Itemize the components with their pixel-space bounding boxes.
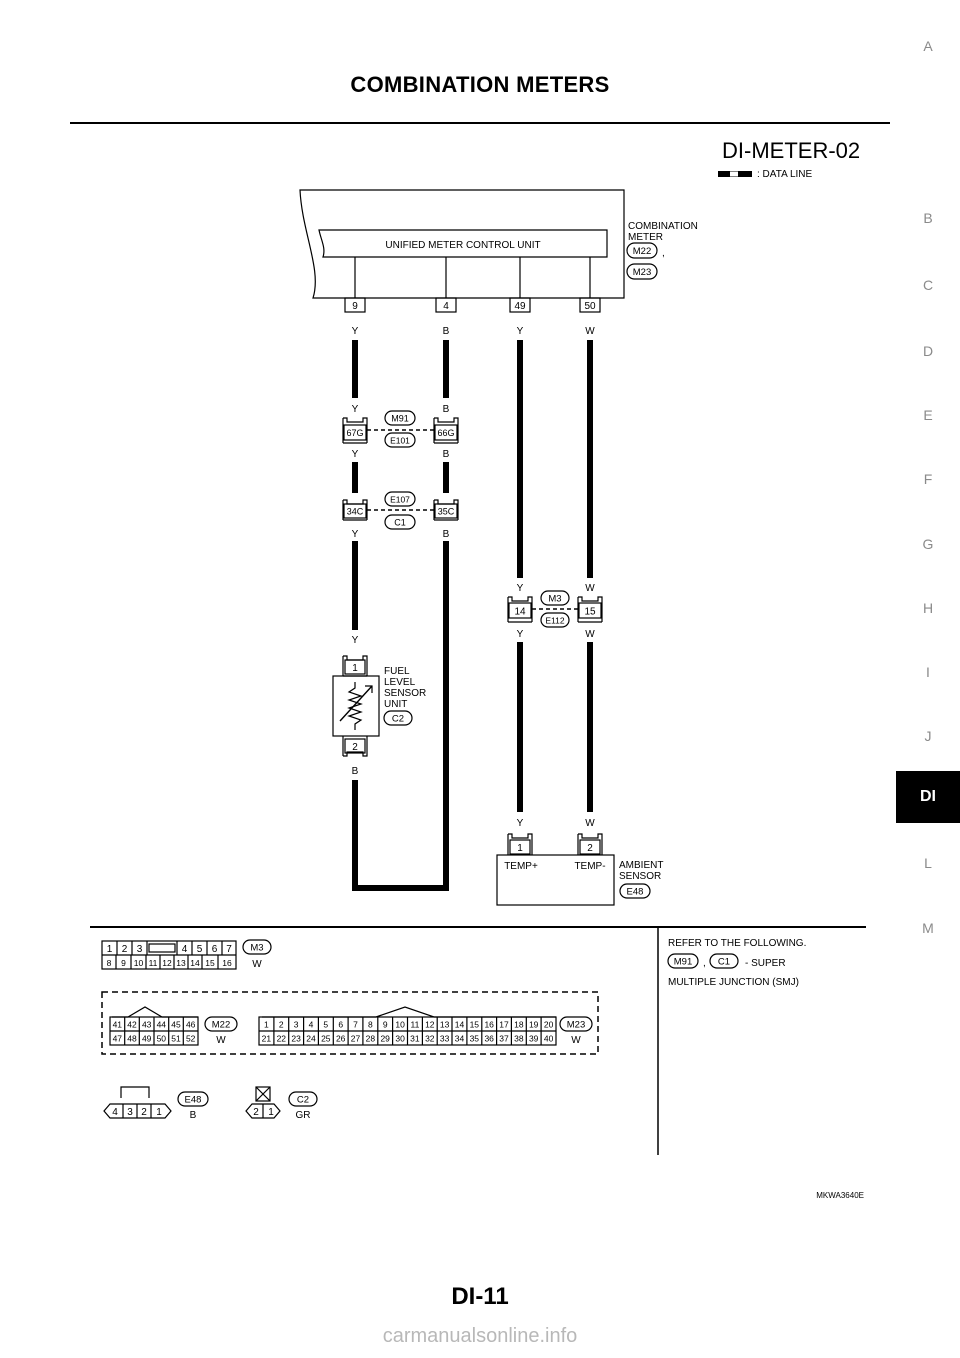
side-index-i[interactable]: I — [926, 664, 930, 680]
m23-pin: 40 — [543, 1033, 554, 1044]
meter-pin-49-label: 49 — [514, 301, 526, 312]
side-index-l[interactable]: L — [924, 855, 932, 871]
side-index-e[interactable]: E — [923, 407, 933, 423]
wire-color-label: W — [585, 818, 595, 829]
m23-pin: 34 — [454, 1033, 465, 1044]
wire-color-label: Y — [351, 529, 359, 540]
meter-pin-4-label: 4 — [443, 301, 449, 312]
m22-pin: 49 — [141, 1033, 152, 1044]
lock-tab-icon — [149, 944, 175, 952]
m22-pin: 44 — [156, 1019, 167, 1030]
data-line-legend-label: : DATA LINE — [757, 169, 813, 180]
m23-pin: 39 — [528, 1033, 539, 1044]
m23-pin: 32 — [425, 1033, 435, 1044]
side-index-a[interactable]: A — [923, 38, 933, 54]
m23-pin: 31 — [410, 1033, 420, 1044]
combination-meter-label-1: COMBINATION — [628, 221, 698, 232]
m3-pin: 9 — [121, 958, 126, 968]
c2-pin: 1 — [268, 1107, 274, 1118]
m23-pin: 10 — [395, 1019, 405, 1030]
m22-pin: 46 — [185, 1019, 196, 1030]
m22-pin: 45 — [171, 1019, 181, 1030]
connector-tag-m3-label: M3 — [548, 593, 562, 605]
diagram-code: DI-METER-02 — [722, 138, 861, 163]
connector-tag-c2-label: C2 — [391, 713, 405, 725]
connector-tag-m91-label: M91 — [391, 413, 409, 424]
m23-pin: 14 — [454, 1019, 465, 1030]
fuel-sensor-pin-1-label: 1 — [352, 663, 358, 674]
reference-line-1: REFER TO THE FOLLOWING. — [668, 938, 807, 949]
meter-pin-50-label: 50 — [584, 301, 596, 312]
connector-face-c2-color: GR — [295, 1110, 311, 1121]
connector-tag-e101-label: E101 — [390, 435, 410, 446]
wire-color-label: Y — [516, 629, 524, 640]
fuel-sensor-label-3: SENSOR — [384, 688, 427, 699]
m22-pin: 43 — [141, 1019, 152, 1030]
combination-meter-label-2: METER — [628, 232, 663, 243]
m23-pin: 16 — [484, 1019, 494, 1030]
data-line-legend-icon — [718, 172, 752, 177]
m3-pin: 14 — [190, 958, 200, 968]
m23-pin: 4 — [308, 1019, 314, 1030]
ambient-sensor-label-1: AMBIENT — [619, 860, 664, 871]
m22-pin: 51 — [171, 1033, 181, 1044]
m23-pin: 37 — [499, 1033, 509, 1044]
junction-3-right-pin-label: 15 — [584, 606, 596, 618]
connector-face-m22-color: W — [216, 1035, 226, 1046]
m3-pin: 1 — [106, 944, 113, 955]
m23-pin: 12 — [425, 1019, 435, 1030]
fuel-sensor-pin-2-label: 2 — [352, 742, 358, 753]
m23-pin: 25 — [321, 1033, 331, 1044]
connector-tag-e48-label: E48 — [626, 886, 644, 898]
m3-pin: 4 — [181, 944, 188, 955]
meter-pin-9-label: 9 — [352, 301, 358, 312]
m3-pin: 6 — [211, 944, 218, 955]
connector-tag-m23-label: M23 — [632, 267, 652, 278]
junction-1-left-pin-label: 67G — [346, 428, 364, 438]
m3-pin: 12 — [162, 958, 172, 968]
wire-color-label: W — [585, 583, 595, 594]
connector-face-c2-tag-label: C2 — [296, 1094, 310, 1106]
figure-code: MKWA3640E — [816, 1191, 864, 1200]
connector-tag-m22-label: M22 — [632, 246, 652, 257]
side-index-di-active[interactable]: DI — [896, 771, 960, 823]
reference-line-2: - SUPER — [745, 958, 786, 969]
connector-face-m3-color: W — [252, 959, 262, 970]
connector-separator: , — [662, 248, 665, 259]
m23-pin: 38 — [514, 1033, 524, 1044]
variable-resistor-icon — [340, 682, 372, 730]
side-index-g[interactable]: G — [922, 536, 934, 552]
wire-color-label: Y — [351, 404, 359, 415]
connector-face-e48-color: B — [189, 1110, 197, 1121]
m3-pin: 13 — [176, 958, 186, 968]
m22-pin: 42 — [127, 1019, 137, 1030]
connector-face-m23-color: W — [571, 1035, 581, 1046]
connector-tag-c1-label: C1 — [394, 517, 406, 528]
m23-pin: 29 — [380, 1033, 390, 1044]
m22-pin: 52 — [185, 1033, 196, 1044]
fuel-sensor-label-2: LEVEL — [384, 677, 416, 688]
unified-meter-control-unit-label: UNIFIED METER CONTROL UNIT — [385, 240, 541, 251]
wire-color-label: W — [585, 326, 595, 337]
m23-pin: 18 — [514, 1019, 524, 1030]
wire-color-label: Y — [351, 635, 359, 646]
page-number: DI-11 — [451, 1283, 509, 1310]
connector-face-m23-tag-label: M23 — [566, 1019, 586, 1031]
m22-pin: 41 — [112, 1019, 123, 1030]
junction-2-left-pin-label: 34C — [346, 506, 364, 517]
m23-pin: 7 — [353, 1019, 358, 1030]
ambient-sensor-label-2: SENSOR — [619, 871, 662, 882]
side-index-b[interactable]: B — [923, 210, 933, 226]
side-index-h[interactable]: H — [922, 600, 934, 616]
m23-pin: 28 — [365, 1033, 376, 1044]
m23-pin: 8 — [368, 1019, 373, 1030]
m23-pin: 5 — [323, 1019, 329, 1030]
m23-pin: 15 — [469, 1019, 480, 1030]
wire-color-label: Y — [516, 583, 524, 594]
junction-3-left-pin-label: 14 — [514, 606, 526, 618]
m3-pin: 3 — [136, 944, 143, 955]
side-index-f[interactable]: F — [923, 471, 933, 487]
junction-1-right-pin-label: 66G — [437, 428, 455, 438]
e48-pin: 1 — [156, 1107, 162, 1118]
m22-pin: 47 — [112, 1033, 123, 1044]
side-index-d[interactable]: D — [922, 343, 934, 359]
m3-pin: 16 — [222, 958, 232, 968]
side-index-j[interactable]: J — [924, 728, 932, 744]
connector-face-c2 — [246, 1087, 280, 1118]
e48-pin: 2 — [141, 1107, 147, 1118]
m22-pin: 48 — [127, 1033, 137, 1044]
m23-pin: 36 — [484, 1033, 494, 1044]
ambient-pin-1-label: 1 — [517, 843, 523, 854]
page-title: COMBINATION METERS — [350, 72, 610, 97]
reference-tag-m91-label: M91 — [673, 956, 693, 968]
c2-pin: 2 — [253, 1107, 259, 1118]
e48-pin: 3 — [127, 1107, 133, 1118]
m23-pin: 1 — [264, 1019, 269, 1030]
m3-pin: 8 — [106, 958, 112, 968]
wire-color-label: B — [442, 326, 450, 337]
reference-line-3: MULTIPLE JUNCTION (SMJ) — [668, 977, 799, 988]
reference-tag-c1-label: C1 — [717, 956, 731, 968]
connector-tag-e112-label: E112 — [545, 615, 565, 626]
fuel-sensor-label-4: UNIT — [384, 699, 408, 710]
wire-color-label: B — [442, 404, 450, 415]
wire-color-label: Y — [516, 326, 524, 337]
side-index-c[interactable]: C — [922, 277, 934, 293]
m23-pin: 20 — [543, 1019, 554, 1030]
fuel-sensor-label-1: FUEL — [384, 666, 410, 677]
m23-pin: 6 — [338, 1019, 344, 1030]
m3-pin: 10 — [133, 958, 144, 968]
side-index-m[interactable]: M — [922, 920, 934, 936]
wire-color-label: Y — [351, 326, 359, 337]
m23-pin: 30 — [395, 1033, 405, 1044]
temp-plus-label: TEMP+ — [504, 861, 538, 872]
m23-pin: 2 — [278, 1019, 284, 1030]
m3-pin: 5 — [196, 944, 203, 955]
m23-pin: 35 — [469, 1033, 480, 1044]
m23-pin: 11 — [410, 1019, 420, 1030]
ambient-pin-2-label: 2 — [587, 843, 593, 854]
m23-pin: 22 — [276, 1033, 287, 1044]
wire-color-label: B — [442, 449, 450, 460]
reference-comma: , — [703, 958, 706, 969]
wire-color-label: B — [442, 529, 450, 540]
m3-pin: 11 — [148, 958, 158, 968]
m23-pin: 17 — [499, 1019, 509, 1030]
connector-face-m3-tag-label: M3 — [250, 942, 264, 954]
m23-pin: 21 — [261, 1033, 272, 1044]
junction-2-right-pin-label: 35C — [437, 506, 455, 517]
connector-face-m22 — [110, 1007, 198, 1045]
m23-pin: 27 — [350, 1033, 361, 1044]
m23-pin: 23 — [291, 1033, 301, 1044]
connector-tag-e107-label: E107 — [390, 494, 410, 505]
m23-pin: 3 — [293, 1019, 299, 1030]
m3-pin: 15 — [205, 958, 215, 968]
m23-pin: 13 — [439, 1019, 450, 1030]
watermark[interactable]: carmanualsonline.info — [382, 1325, 578, 1347]
wire-color-label: W — [585, 629, 595, 640]
m23-pin: 26 — [335, 1033, 346, 1044]
e48-pin: 4 — [112, 1107, 118, 1118]
m23-pin: 24 — [306, 1033, 316, 1044]
wire-color-label: Y — [516, 818, 524, 829]
m23-pin: 9 — [382, 1019, 388, 1030]
temp-minus-label: TEMP- — [574, 861, 606, 872]
m3-pin: 7 — [226, 944, 232, 955]
wire-color-label: B — [351, 766, 359, 777]
m22-pin: 50 — [156, 1033, 167, 1044]
connector-face-e48-tag-label: E48 — [184, 1094, 202, 1106]
wire-color-label: Y — [351, 449, 359, 460]
m23-pin: 33 — [439, 1033, 450, 1044]
m3-pin: 2 — [121, 944, 128, 955]
connector-face-m22-tag-label: M22 — [211, 1019, 231, 1031]
m23-pin: 19 — [528, 1019, 539, 1030]
